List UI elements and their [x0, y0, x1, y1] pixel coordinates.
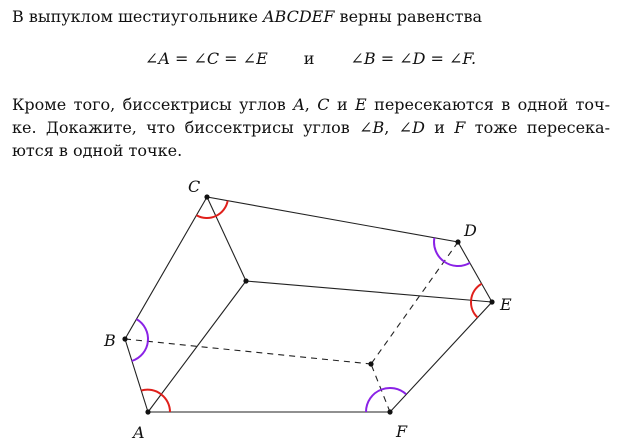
vertex-f-point: [387, 409, 392, 414]
equality-right: ∠B = ∠D = ∠F.: [350, 49, 477, 68]
equality-left: ∠A = ∠C = ∠E: [144, 49, 268, 68]
vertex-b-label: B: [104, 331, 116, 350]
bisector-b: [125, 339, 371, 364]
angle-f-arc-1: [366, 390, 382, 413]
angle-a-arc-1: [141, 390, 161, 395]
angle-d-arc-1: [434, 238, 444, 262]
vertex-b-point: [122, 336, 127, 341]
bisector-e: [246, 281, 492, 302]
angle-c-arc-2: [216, 201, 228, 216]
angle-e-arc-2: [471, 300, 478, 317]
vertex-e-label: E: [500, 295, 512, 314]
vertex-d-point: [455, 239, 460, 244]
bisector-d: [371, 242, 458, 364]
intersection-ace-point: [243, 278, 248, 283]
angle-d-arc-2: [444, 262, 470, 267]
hexagon-name: ABCDEF: [263, 7, 335, 26]
hexagon-outline: [125, 197, 492, 412]
angle-a-arc-2: [161, 394, 170, 412]
bisector-c: [207, 197, 246, 281]
vertex-f-label: F: [396, 422, 408, 441]
intro-text-end: верны равенства: [334, 7, 483, 26]
statement-line-1: Кроме того, биссектрисы углов A, C и E пересекаются в одной точ-: [12, 95, 611, 114]
statement-line-2: ке. Докажите, что биссектрисы углов ∠B, ∠D и F тоже пересека-: [12, 118, 610, 137]
angle-f-arc-2: [382, 388, 407, 394]
vertex-e-point: [489, 299, 494, 304]
intersection-bdf-point: [368, 361, 373, 366]
vertex-c-point: [204, 194, 209, 199]
statement-line-3: ются в одной точке.: [12, 141, 183, 160]
intro-text: В выпуклом шестиугольнике: [12, 7, 263, 26]
equality-conjunction: и: [303, 49, 315, 68]
vertex-a-label: A: [133, 423, 145, 442]
angle-e-arc-1: [471, 284, 482, 301]
bisector-a: [148, 281, 246, 412]
angle-b-arc-2: [132, 341, 148, 361]
vertex-d-label: D: [464, 221, 477, 240]
angle-b-arc-1: [137, 319, 149, 341]
vertex-c-label: C: [188, 177, 201, 196]
vertex-a-point: [145, 409, 150, 414]
angle-c-arc-1: [197, 215, 216, 218]
